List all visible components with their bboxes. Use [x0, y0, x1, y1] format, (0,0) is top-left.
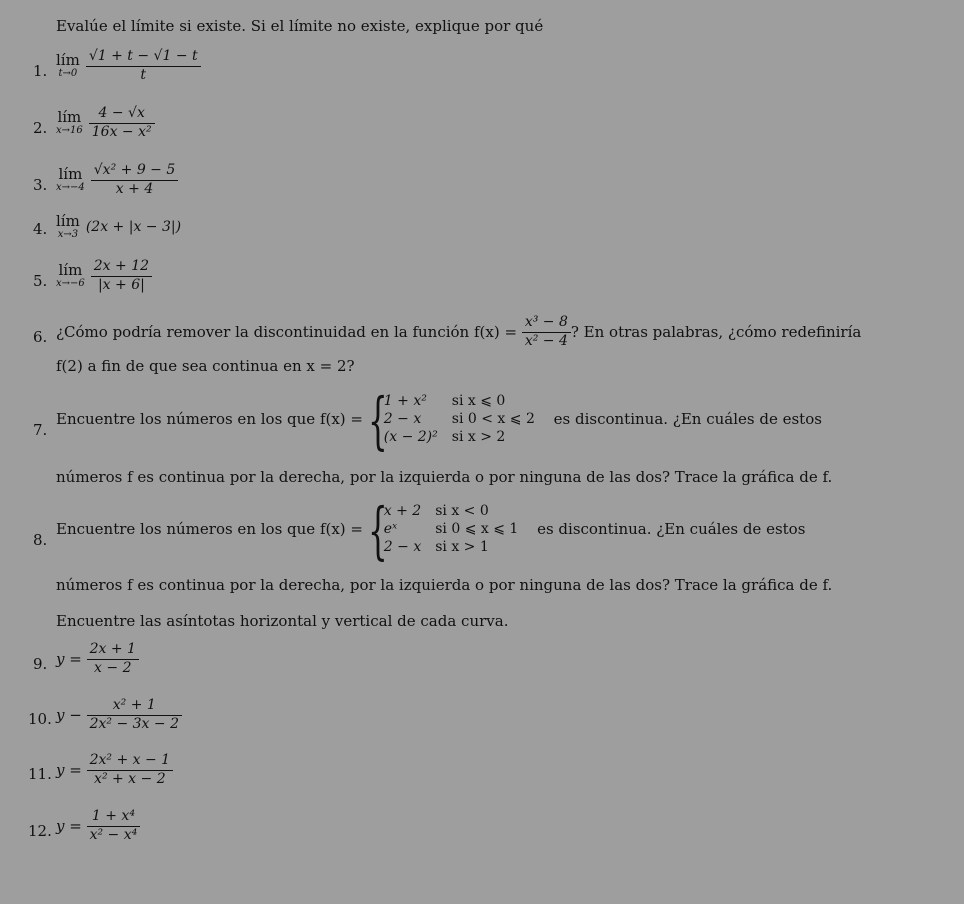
question-6-line-1: ¿Cómo podría remover la discontinuidad en la función f(x) = $\frac{\text{x³ − 8}}{\text{x² − 4}}$ ? En otras palabras, ¿cómo redefiniría — [56, 314, 862, 349]
problem-number: 9. — [33, 655, 48, 673]
fraction: $\frac{4 - √x}{\text{16x − x²}}$ — [89, 105, 155, 141]
limit-operator: lím x→3 — [56, 212, 80, 240]
problem-number: 4. — [33, 220, 48, 238]
piecewise-function: { x + 2 si x < 0 eˣ si 0 ⩽ x ⩽ 1 2 − x si x > 1 — [367, 494, 519, 567]
problem-4-expression: lím x→3 (2x + |x − 3|) — [56, 212, 182, 240]
limit-operator: lím x→−6 — [56, 260, 85, 289]
piecewise-function: { 1 + x² si x ⩽ 0 2 − x si 0 < x ⩽ 2 (x − 2)² si x > 2 — [367, 384, 535, 457]
problem-1-expression — [56, 48, 201, 84]
curve-9-expression: y = $\frac{2x + 1}{x - 2}$ — [56, 641, 139, 677]
problem-number: 8. — [33, 531, 48, 549]
question-7-line-2: números f es continua por la derecha, por la izquierda o por ninguna de las dos? Trace la gráfica de f. — [56, 468, 833, 486]
question-7-line-1: Encuentre los números en los que f(x) = { 1 + x² si x ⩽ 0 2 − x si 0 < x ⩽ 2 (x − 2)² si x > 2 es discontinua. ¿En cuáles de estos — [56, 384, 822, 457]
fraction: $\frac{2x + 1}{x - 2}$ — [87, 641, 139, 677]
problem-5-expression — [56, 258, 152, 294]
problem-number: 10. — [28, 710, 52, 728]
fraction: $\frac{\text{x² + 1}}{\text{2x² − 3x − 2}}$ — [87, 697, 182, 733]
fraction: $\frac{2x + 12}{|x + 6|}$ — [91, 258, 152, 294]
problem-number: 5. — [33, 272, 48, 290]
problem-number: 11. — [28, 765, 52, 783]
problem-number: 3. — [33, 176, 48, 194]
fraction: $\frac{\text{1 + x⁴}}{\text{x² − x⁴}}$ — [87, 808, 141, 844]
problem-number: 2. — [33, 119, 48, 137]
curve-11-expression: y = $\frac{\text{2x² + x − 1}}{\text{x² + x − 2}}$ — [56, 752, 173, 788]
question-8-line-2: números f es continua por la derecha, por la izquierda o por ninguna de las dos? Trace la gráfica de f. — [56, 576, 833, 594]
question-8-line-1: Encuentre los números en los que f(x) = { x + 2 si x < 0 eˣ si 0 ⩽ x ⩽ 1 2 − x si x > 1 es discontinua. ¿En cuáles de estos — [56, 494, 806, 567]
question-6-line-2: f(2) a fin de que sea continua en x = 2? — [56, 357, 355, 375]
fraction: $\frac{√1 + t - √1 - t}{t}$ — [86, 48, 201, 84]
asymptotes-instruction: Encuentre las asíntotas horizontal y vertical de cada curva. — [56, 612, 509, 630]
limit-operator: lím t→0 — [56, 50, 80, 79]
limits-instruction: Evalúe el límite si existe. Si el límite no existe, explique por qué — [56, 17, 544, 35]
fraction: $\frac{\text{x³ − 8}}{\text{x² − 4}}$ — [522, 314, 571, 350]
problem-2-expression — [56, 105, 155, 141]
fraction: $\frac{\text{√x² + 9 − 5}}{x + 4}$ — [91, 162, 179, 198]
problem-number: 1. — [33, 62, 48, 80]
curve-10-expression: y − $\frac{\text{x² + 1}}{\text{2x² − 3x − 2}}$ — [56, 697, 182, 733]
problem-3-expression — [56, 162, 178, 198]
problem-number: 6. — [33, 328, 48, 346]
curve-12-expression: y = $\frac{\text{1 + x⁴}}{\text{x² − x⁴}}$ — [56, 808, 140, 844]
fraction: $\frac{\text{2x² + x − 1}}{\text{x² + x − 2}}$ — [87, 752, 173, 788]
limit-operator: lím x→16 — [56, 107, 83, 136]
limit-operator: lím x→−4 — [56, 164, 85, 193]
problem-number: 7. — [33, 421, 48, 439]
problem-number: 12. — [28, 822, 52, 840]
